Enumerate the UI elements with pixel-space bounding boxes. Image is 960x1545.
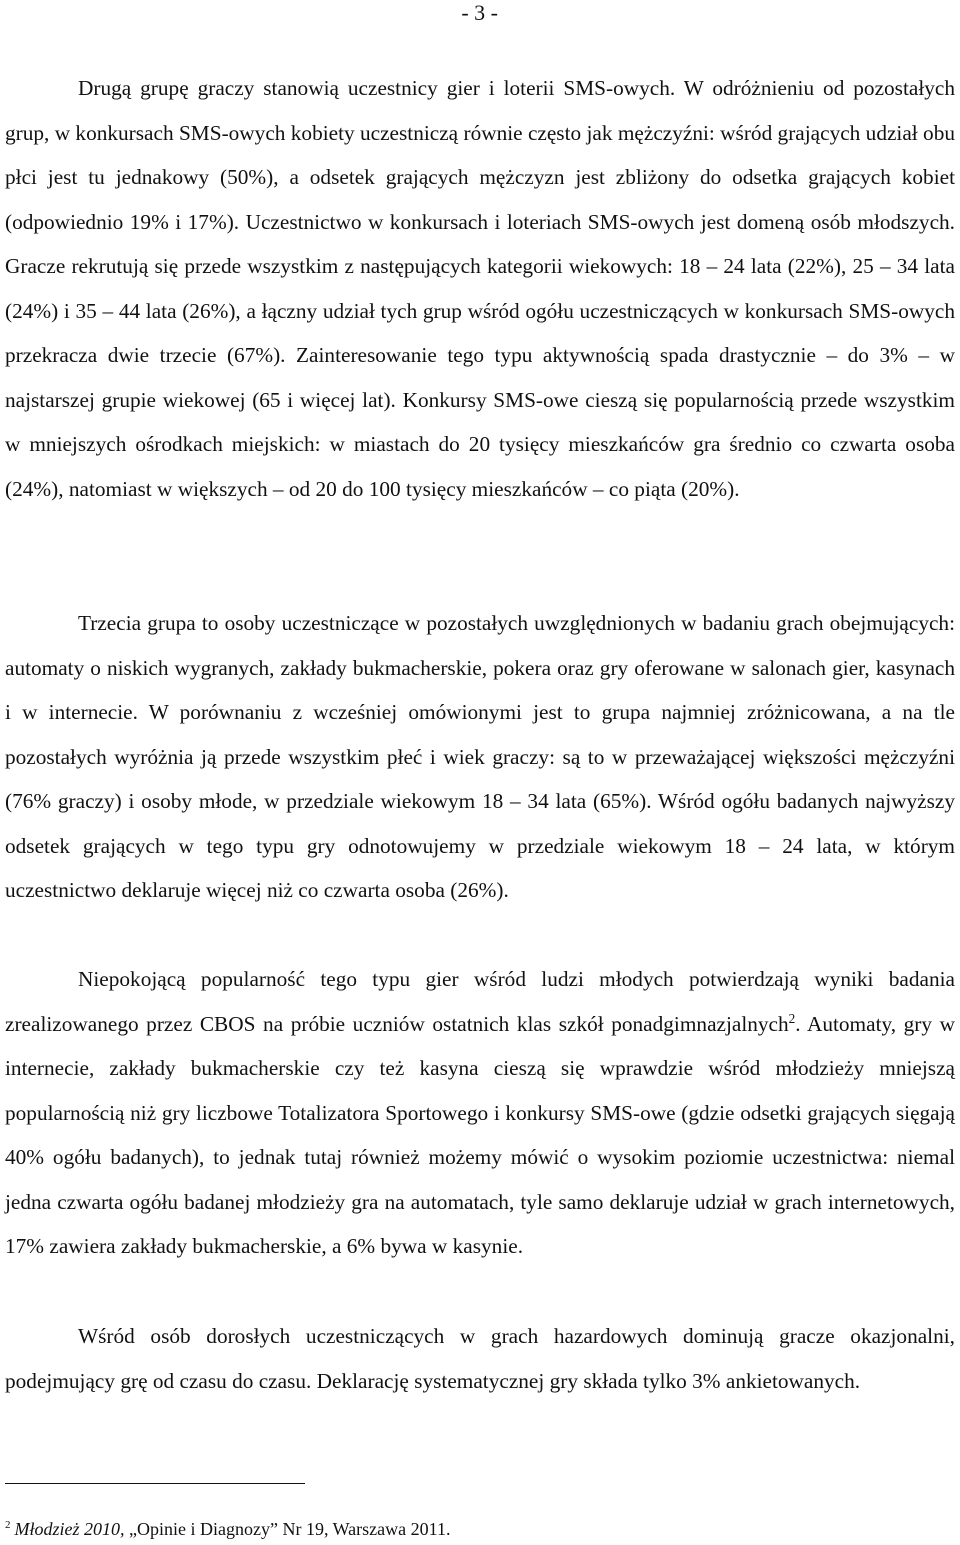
footnote-title: Młodzież 2010, (14, 1519, 125, 1539)
page-number: - 3 - (461, 0, 498, 25)
paragraph-other-games-players: Trzecia grupa to osoby uczestniczące w pozostałych uwzględnionych w badaniu grach obejmujących: automaty o niskich wygranych, zakłady bukmacherskie, pokera oraz gry oferowane w salonach gier, kasynach i w internecie. W porównaniu z wcześniej omówionymi jest to grupa najmniej zróżnicowana, a na tle pozostałych wyróżnia ją przede wszystkim płeć i wiek graczy: są to w przeważającej większości mężczyźni (76% graczy) i osoby młode, w przedziale wiekowym 18 – 34 lata (65%). Wśród ogółu badanych najwyższy odsetek grających w tego typu gry odnotowujemy w przedziale wiekowym 18 – 24 lata, w którym uczestnictwo deklaruje więcej niż co czwarta osoba (26%). (5, 611, 955, 902)
paragraph-text-after-note: . Automaty, gry w internecie, zakłady bukmacherskie czy też kasyna cieszą się wprawdzie wśród młodzieży mniejszą popularnością niż gry liczbowe Totalizatora Sportowego i konkursy SMS-owe (gdzie odsetki grających sięgają 40% ogółu badanych), to jednak tutaj również możemy mówić o wysokim poziomie uczestnictwa: niemal jedna czwarta ogółu badanej młodzieży gra na automatach, tyle samo deklaruje udział w grach internetowych, 17% zawiera zakłady bukmacherskie, a 6% bywa w kasynie. (5, 1011, 955, 1258)
footnote-reference[interactable]: 2 (788, 1010, 796, 1026)
paragraph-text-before-note: Niepokojącą popularność tego typu gier wśród ludzi młodych potwierdzają wyniki badania zrealizowanego przez CBOS na próbie uczniów ostatnich klas szkół ponadgimnazjalnych (5, 967, 955, 1036)
footnote-number: 2 (5, 1519, 11, 1531)
footnote-separator (5, 1483, 305, 1484)
paragraph-occasional-players: Wśród osób dorosłych uczestniczących w grach hazardowych dominują gracze okazjonalni, podejmujący grę od czasu do czasu. Deklarację systematycznej gry składa tylko 3% ankietowanych. (5, 1324, 955, 1393)
footnote-source: „Opinie i Diagnozy” Nr 19, Warszawa 2011. (124, 1519, 451, 1539)
footnote (5, 1513, 450, 1541)
paragraph-sms-players: Drugą grupę graczy stanowią uczestnicy gier i loterii SMS-owych. W odróżnieniu od pozostałych grup, w konkursach SMS-owych kobiety uczestniczą równie często jak mężczyźni: wśród grających udział obu płci jest tu jednakowy (50%), a odsetek grających mężczyzn jest zbliżony do odsetka grających kobiet (odpowiednio 19% i 17%). Uczestnictwo w konkursach i loteriach SMS-owych jest domeną osób młodszych. Gracze rekrutują się przede wszystkim z następujących kategorii wiekowych: 18 – 24 lata (22%), 25 – 34 lata (24%) i 35 – 44 lata (26%), a łączny udział tych grup wśród ogółu uczestniczących w konkursach SMS-owych przekracza dwie trzecie (67%). Zainteresowanie tego typu aktywnością spada drastycznie – do 3% – w najstarszej grupie wiekowej (65 i więcej lat). Konkursy SMS-owe cieszą się popularnością przede wszystkim w mniejszych ośrodkach miejskich: w miastach do 20 tysięcy mieszkańców gra średnio co czwarta osoba (24%), natomiast w większych – od 20 do 100 tysięcy mieszkańców – co piąta (20%). (5, 76, 955, 501)
paragraph-youth-popularity (5, 957, 955, 1269)
